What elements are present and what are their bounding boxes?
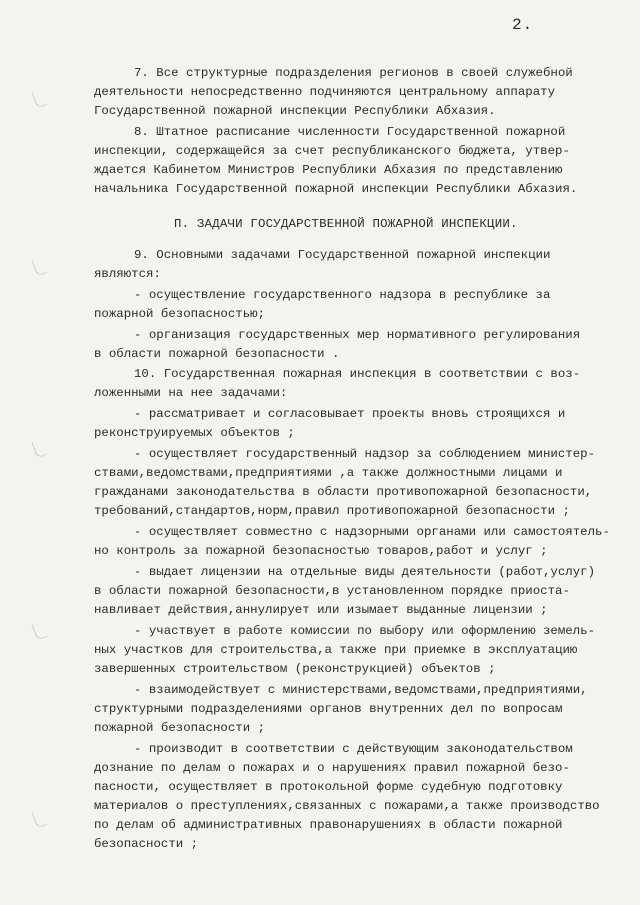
text-line: - осуществление государственного надзора в республике за [134,288,551,302]
text-line: материалов о преступлениях,связанных с пожарами,а также производство [94,799,600,813]
margin-mark [31,621,47,641]
text-line: - осуществляет государственный надзор за соблюдением министер- [134,447,596,461]
text-line: - участвует в работе комиссии по выбору или оформлению земель- [134,624,596,638]
text-line: являются: [94,267,161,281]
margin-mark [31,439,47,459]
text-line: 10. Государственная пожарная инспекция в соответствии с воз- [134,367,581,381]
text-line: гражданами законодательства в области противопожарной безопасности, [94,485,593,499]
text-line: - осуществляет совместно с надзорными органами или самостоятель- [134,525,610,539]
text-line: 7. Все структурные подразделения регионов в своей служебной [134,66,573,80]
margin-mark [31,809,47,829]
text-line: завершенных строительством (реконструкцией) объектов ; [94,662,496,676]
section-heading: П. ЗАДАЧИ ГОСУДАРСТВЕННОЙ ПОЖАРНОЙ ИНСПЕКЦИИ. [174,217,518,231]
text-line: структурными подразделениями органов внутренних дел по вопросам [94,702,563,716]
text-line: пожарной безопасности ; [94,721,266,735]
text-line: инспекции, содержащейся за счет республиканского бюджета, утвер- [94,144,570,158]
text-line: дознание по делам о пожарах и о нарушениях правил пожарной безо- [94,761,570,775]
text-line: 8. Штатное расписание численности Государственной пожарной [134,125,566,139]
text-line: 9. Основными задачами Государственной пожарной инспекции [134,248,551,262]
text-line: но контроль за пожарной безопасностью товаров,работ и услуг ; [94,544,548,558]
page-number: 2. [512,16,534,34]
text-line: по делам об административных правонарушениях в области пожарной [94,818,563,832]
text-line: - взаимодействует с министерствами,ведомствами,предприятиями, [134,683,588,697]
margin-mark [31,257,47,277]
text-line: деятельности непосредственно подчиняются центральному аппарату [94,85,556,99]
text-line: - производит в соответствии с действующим законодательством [134,742,573,756]
text-line: реконструируемых объектов ; [94,426,295,440]
text-line: пасности, осуществляет в протокольной форме судебную подготовку [94,780,563,794]
text-line: - рассматривает и согласовывает проекты вновь строящихся и [134,407,566,421]
text-line: навливает действия,аннулирует или изымает выданные лицензии ; [94,603,548,617]
text-line: ждается Кабинетом Министров Республики Абхазия по представлению [94,163,563,177]
text-line: Государственной пожарной инспекции Республики Абхазия. [94,104,496,118]
text-line: начальника Государственной пожарной инспекции Республики Абхазия. [94,182,578,196]
text-line: ных участков для строительства,а также при приемке в эксплуатацию [94,643,578,657]
text-line: пожарной безопасностью; [94,307,266,321]
text-line: - выдает лицензии на отдельные виды деятельности (работ,услуг) [134,565,596,579]
text-line: ложенными на нее задачами: [94,386,288,400]
text-line: - организация государственных мер нормативного регулирования [134,328,581,342]
text-line: безопасности ; [94,837,199,851]
text-line: в области пожарной безопасности,в установленном порядке приоста- [94,584,570,598]
margin-mark [31,89,47,109]
text-line: требований,стандартов,норм,правил противопожарной безопасности ; [94,504,570,518]
text-line: в области пожарной безопасности . [94,347,340,361]
text-line: ствами,ведомствами,предприятиями ,а также должностными лицами и [94,466,563,480]
